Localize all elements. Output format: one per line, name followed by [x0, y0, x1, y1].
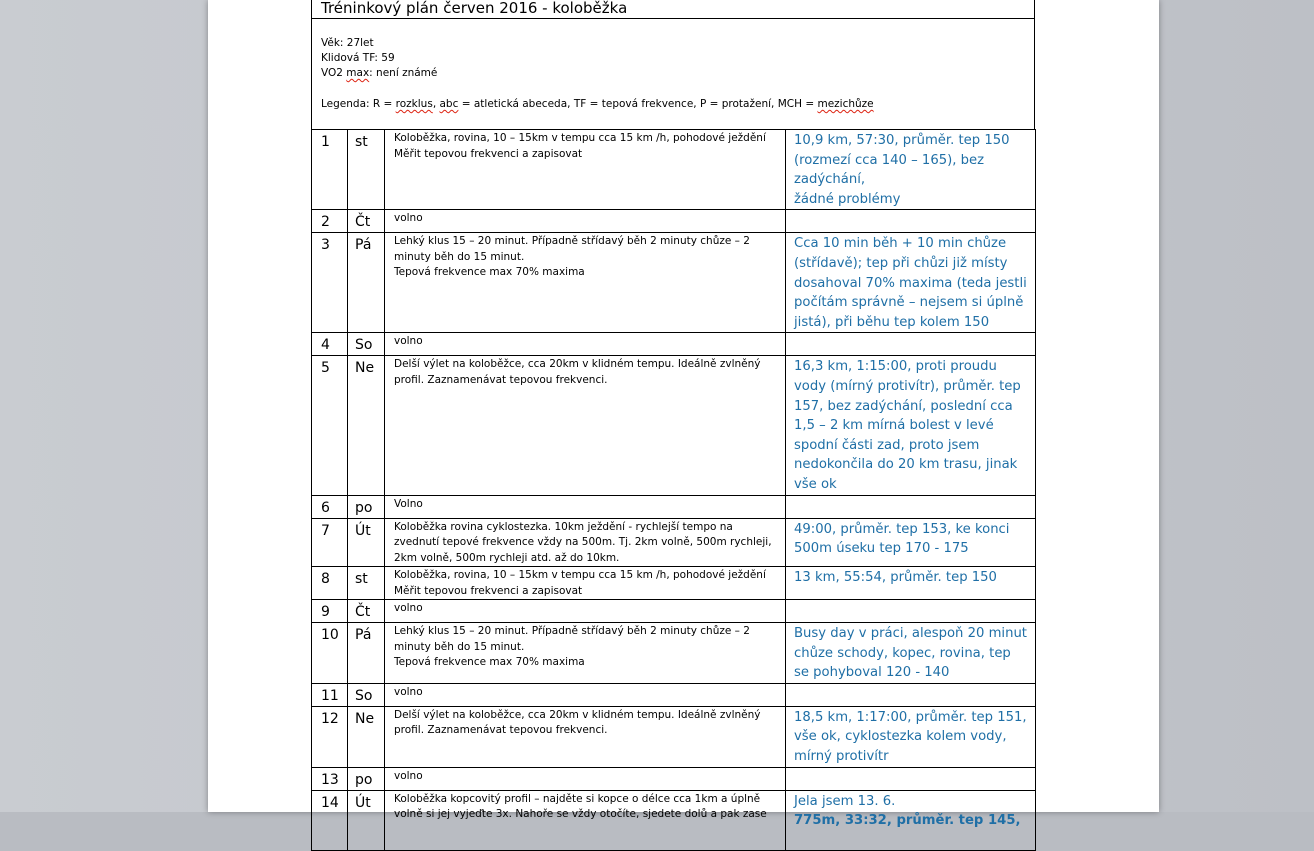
result-line-bold: 775m, 33:32, průměr. tep 145, — [794, 813, 1021, 829]
result-cell[interactable] — [786, 683, 1036, 706]
vo2-suffix: : není známé — [369, 67, 438, 79]
legend-line — [321, 97, 1034, 112]
plan-cell[interactable] — [385, 567, 786, 600]
weekday-cell[interactable]: Ne — [348, 356, 385, 495]
day-number-cell[interactable]: 13 — [312, 767, 348, 790]
plan-line: Tepová frekvence max 70% maxima — [394, 656, 585, 668]
plan-cell[interactable] — [385, 706, 786, 767]
legend-word-abc: abc — [439, 98, 459, 110]
document-title: Tréninkový plán červen 2016 - koloběžka — [311, 0, 1035, 19]
table-row — [312, 495, 1036, 518]
table-row — [312, 130, 1036, 210]
result-line: Jela jsem 13. 6. — [794, 793, 896, 809]
plan-line: Koloběžka, rovina, 10 – 15km v tempu cca 15 km /h, pohodové ježdění — [394, 132, 766, 144]
weekday-cell[interactable]: po — [348, 495, 385, 518]
plan-line: Volno — [394, 497, 423, 510]
day-number-cell[interactable]: 4 — [312, 333, 348, 356]
table-row — [312, 233, 1036, 333]
day-number-cell[interactable]: 6 — [312, 495, 348, 518]
result-cell[interactable] — [786, 233, 1036, 333]
table-row — [312, 623, 1036, 684]
weekday-cell[interactable]: st — [348, 130, 385, 210]
plan-line: Koloběžka kopcovitý profil – najděte si kopce o délce cca 1km a úplně volně si jej vyjeďte 3x. Nahoře se vždy otočíte, sjedete dolů a pak zase — [394, 792, 767, 821]
table-row — [312, 683, 1036, 706]
plan-cell[interactable] — [385, 790, 786, 850]
plan-line: Koloběžka rovina cyklostezka. 10km ježdění - rychlejší tempo na zvednutí tepové frekvence vždy na 500m. Tj. 2km volně, 500m rychleji, 2km volně, 500m rychleji atd. až do 10km. — [394, 520, 772, 564]
result-cell[interactable] — [786, 518, 1036, 567]
plan-line: Měřit tepovou frekvenci a zapisovat — [394, 584, 583, 597]
result-cell[interactable] — [786, 706, 1036, 767]
legend-word-rozklus: rozklus — [395, 98, 433, 110]
result-cell[interactable] — [786, 623, 1036, 684]
table-row — [312, 706, 1036, 767]
result-line: 49:00, průměr. tep 153, ke konci 500m úseku tep 170 - 175 — [794, 521, 1010, 557]
day-number-cell[interactable]: 2 — [312, 210, 348, 233]
plan-line: volno — [394, 769, 423, 782]
plan-cell[interactable] — [385, 623, 786, 684]
plan-cell[interactable] — [385, 210, 786, 233]
result-cell[interactable] — [786, 790, 1036, 850]
day-number-cell[interactable]: 14 — [312, 790, 348, 850]
day-number-cell[interactable]: 8 — [312, 567, 348, 600]
weekday-cell[interactable]: Čt — [348, 600, 385, 623]
table-row — [312, 790, 1036, 850]
result-cell[interactable] — [786, 130, 1036, 210]
day-number-cell[interactable]: 7 — [312, 518, 348, 567]
result-cell[interactable] — [786, 495, 1036, 518]
weekday-cell[interactable]: st — [348, 567, 385, 600]
vo2-prefix: VO2 — [321, 67, 347, 79]
plan-cell[interactable] — [385, 767, 786, 790]
plan-line: Delší výlet na koloběžce, cca 20km v klidném tempu. Ideálně zvlněný profil. Zaznamenávat tepovou frekvenci. — [394, 708, 761, 737]
table-row — [312, 767, 1036, 790]
plan-line: volno — [394, 602, 423, 614]
plan-cell[interactable] — [385, 233, 786, 333]
result-line: Cca 10 min běh + 10 min chůze (střídavě); tep při chůzi již místy dosahoval 70% maxima (teda jestli počítám správně – nejsem si úplně jistá), při běhu tep kolem 150 — [794, 236, 1027, 330]
plan-cell[interactable] — [385, 333, 786, 356]
legend-text-a: Legenda: R = — [321, 98, 396, 110]
plan-cell[interactable] — [385, 495, 786, 518]
plan-line: volno — [394, 685, 423, 698]
result-cell[interactable] — [786, 356, 1036, 495]
vo2-max-word: max — [346, 67, 370, 79]
result-line: 13 km, 55:54, průměr. tep 150 — [794, 570, 997, 585]
weekday-cell[interactable]: Ne — [348, 706, 385, 767]
table-row — [312, 518, 1036, 567]
result-line: žádné problémy — [794, 191, 901, 207]
plan-cell[interactable] — [385, 356, 786, 495]
result-cell[interactable] — [786, 567, 1036, 600]
day-number-cell[interactable]: 3 — [312, 233, 348, 333]
legend-text-c: = atletická abeceda, TF = tepová frekvence, P = protažení, MCH = — [458, 98, 818, 110]
result-line: Busy day v práci, alespoň 20 minut chůze schody, kopec, rovina, tep se pohyboval 120 - 140 — [794, 626, 1027, 681]
result-line: 10,9 km, 57:30, průměr. tep 150 (rozmezí cca 140 – 165), bez zadýchání, — [794, 133, 1010, 188]
resting-hr-line: Klidová TF: 59 — [321, 52, 395, 64]
age-line: Věk: 27let — [321, 37, 374, 49]
weekday-cell[interactable]: Pá — [348, 623, 385, 684]
day-number-cell[interactable]: 12 — [312, 706, 348, 767]
plan-cell[interactable] — [385, 130, 786, 210]
plan-line: volno — [394, 335, 423, 348]
weekday-cell[interactable]: So — [348, 683, 385, 706]
plan-cell[interactable] — [385, 518, 786, 567]
table-row — [312, 333, 1036, 356]
result-cell[interactable] — [786, 767, 1036, 790]
plan-line: Delší výlet na koloběžce, cca 20km v klidném tempu. Ideálně zvlněný profil. Zaznamenávat tepovou frekvenci. — [394, 358, 761, 386]
table-row — [312, 356, 1036, 495]
result-cell[interactable] — [786, 210, 1036, 233]
result-cell[interactable] — [786, 600, 1036, 623]
weekday-cell[interactable]: So — [348, 333, 385, 356]
table-row — [312, 567, 1036, 600]
legend-text-b: , — [432, 98, 440, 110]
day-number-cell[interactable]: 9 — [312, 600, 348, 623]
day-number-cell[interactable]: 1 — [312, 130, 348, 210]
training-plan-table — [311, 129, 1036, 851]
plan-line: Lehký klus 15 – 20 minut. Případně střídavý běh 2 minuty chůze – 2 minuty běh do 15 minut. — [394, 235, 750, 263]
weekday-cell[interactable]: po — [348, 767, 385, 790]
plan-cell[interactable] — [385, 600, 786, 623]
table-row — [312, 600, 1036, 623]
weekday-cell[interactable]: Út — [348, 518, 385, 567]
plan-line: Měřit tepovou frekvenci a zapisovat — [394, 147, 583, 160]
weekday-cell[interactable]: Út — [348, 790, 385, 850]
plan-line: volno — [394, 212, 423, 225]
weekday-cell[interactable]: Pá — [348, 233, 385, 333]
day-number-cell[interactable]: 5 — [312, 356, 348, 495]
plan-line: Koloběžka, rovina, 10 – 15km v tempu cca 15 km /h, pohodové ježdění — [394, 569, 766, 581]
result-line: 16,3 km, 1:15:00, proti proudu vody (mírný protivítr), průměr. tep 157, bez zadýchání, poslední cca 1,5 – 2 km mírná bolest v levé spodní části zad, proto jsem nedokončila do 20 km trasu, jinak vše ok — [794, 359, 1021, 492]
result-cell[interactable] — [786, 333, 1036, 356]
day-number-cell[interactable]: 11 — [312, 683, 348, 706]
day-number-cell[interactable]: 10 — [312, 623, 348, 684]
table-row — [312, 210, 1036, 233]
result-line: 18,5 km, 1:17:00, průměr. tep 151, vše ok, cyklostezka kolem vody, mírný protivítr — [794, 709, 1027, 764]
plan-cell[interactable] — [385, 683, 786, 706]
info-block — [311, 19, 1035, 129]
plan-line: Lehký klus 15 – 20 minut. Případně střídavý běh 2 minuty chůze – 2 minuty běh do 15 minut. — [394, 625, 750, 653]
weekday-cell[interactable]: Čt — [348, 210, 385, 233]
plan-line: Tepová frekvence max 70% maxima — [394, 266, 585, 279]
legend-word-mezichuze: mezichůze — [817, 98, 874, 110]
vo2-line — [321, 66, 1034, 81]
